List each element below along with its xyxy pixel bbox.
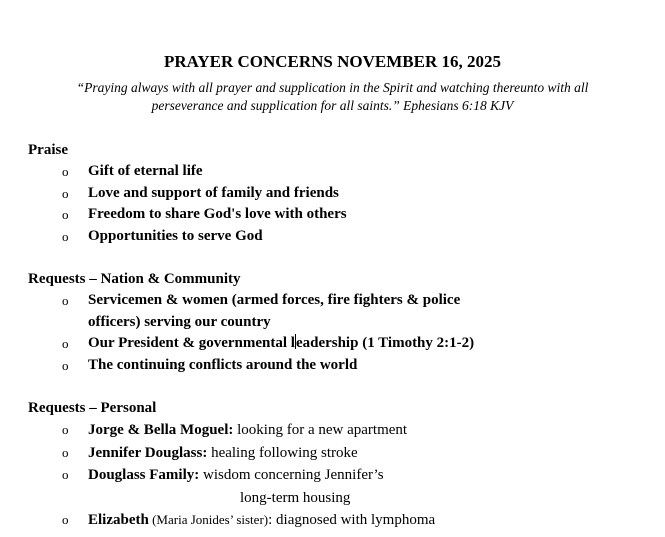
prayer-item-text	[88, 290, 460, 333]
prayer-item-text	[88, 333, 474, 355]
prayer-item-text-pre: Our President & governmental l	[88, 335, 295, 351]
prayer-item-text: Freedom to share God's love with others	[88, 206, 347, 222]
prayer-item-text	[88, 509, 435, 532]
person-name: Jorge & Bella Moguel:	[88, 422, 234, 438]
prayer-item	[28, 419, 629, 442]
bullet-marker: o	[62, 207, 69, 222]
person-name: Elizabeth	[88, 512, 149, 528]
scripture-quote	[0, 79, 665, 115]
prayer-detail: : diagnosed with lymphoma	[268, 512, 436, 528]
bullet-marker: o	[62, 336, 69, 351]
prayer-item	[28, 226, 629, 248]
bullet-marker: o	[62, 293, 69, 308]
prayer-detail: wisdom concerning Jennifer’s	[199, 467, 384, 483]
prayer-item	[28, 509, 629, 532]
prayer-item-text: Love and support of family and friends	[88, 184, 339, 201]
section-praise	[28, 140, 629, 247]
bullet-marker: o	[62, 228, 69, 244]
bullet-marker: o	[62, 357, 69, 373]
prayer-item-text	[88, 464, 384, 509]
praise-list	[28, 161, 629, 247]
person-name: Douglass Family:	[88, 467, 200, 483]
section-heading: Requests – Nation & Community	[28, 271, 241, 287]
prayer-item	[28, 442, 629, 465]
prayer-item	[28, 355, 629, 377]
prayer-item	[28, 161, 629, 183]
document-body	[28, 140, 629, 532]
prayer-item	[28, 464, 629, 509]
prayer-item	[28, 333, 629, 355]
prayer-detail: looking for a new apartment	[233, 422, 408, 438]
prayer-item	[28, 183, 629, 205]
nation-community-list	[28, 290, 629, 376]
scripture-quote-line2: perseverance and supplication for all saints.” Ephesians 6:18 KJV	[151, 98, 514, 113]
prayer-item-text: Gift of eternal life	[88, 163, 203, 179]
bullet-marker: o	[62, 467, 69, 482]
person-name: Jennifer Douglass:	[88, 444, 208, 461]
prayer-item-text	[88, 419, 407, 442]
bullet-marker: o	[62, 444, 69, 460]
prayer-item-line2: officers) serving our country	[88, 313, 271, 330]
prayer-item-text-post: eadership (1 Timothy 2:1-2)	[295, 335, 475, 351]
document-title: PRAYER CONCERNS NOVEMBER 16, 2025	[163, 52, 502, 71]
bullet-marker: o	[62, 422, 69, 437]
person-relation: (Maria Jonides’ sister)	[148, 512, 269, 527]
section-nation-community	[28, 269, 629, 376]
prayer-detail-line2: long-term housing	[240, 489, 351, 506]
section-personal	[28, 398, 629, 532]
prayer-item-line1: Servicemen & women (armed forces, fire fighters & police	[88, 292, 461, 308]
prayer-item-text	[88, 442, 358, 465]
section-heading: Praise	[28, 142, 68, 158]
bullet-marker: o	[62, 512, 69, 527]
prayer-item	[28, 290, 629, 333]
prayer-item-text: The continuing conflicts around the world	[88, 356, 358, 373]
prayer-item	[28, 204, 629, 226]
scripture-quote-line1: “Praying always with all prayer and supplication in the Spirit and watching thereunto with all	[76, 80, 589, 95]
personal-list	[28, 419, 629, 532]
prayer-item-text: Opportunities to serve God	[88, 227, 263, 244]
bullet-marker: o	[62, 185, 69, 201]
bullet-marker: o	[62, 164, 69, 179]
section-heading: Requests – Personal	[28, 400, 157, 416]
prayer-detail: healing following stroke	[207, 444, 358, 461]
